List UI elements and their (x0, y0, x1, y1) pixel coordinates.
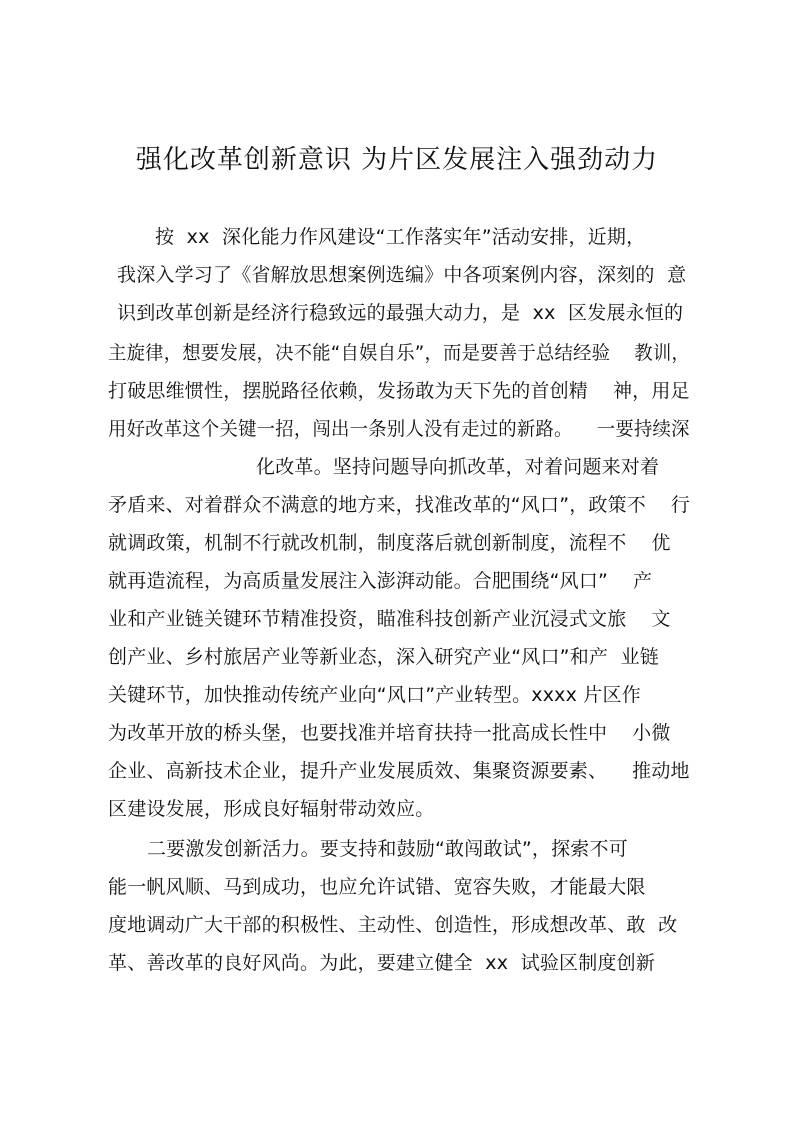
body-line-5: 打破思维惯性，摆脱路径依赖，发扬敢为天下先的首创精 神，用足 (108, 380, 690, 402)
body-line-15: 企业、高新技术企业，提升产业发展质效、集聚资源要素、 推动地 (108, 760, 690, 782)
body-line-19: 度地调动广大干部的积极性、主动性、创造性，形成想改革、敢 改 (108, 914, 678, 936)
body-line-4: 主旋律，想要发展，决不能“自娱自乐”，而是要善于总结经验 教训， (108, 342, 690, 364)
body-line-9: 就调政策，机制不行就改机制，制度落后就创新制度，流程不 优 (108, 532, 671, 554)
body-line-2: 我深入学习了《省解放思想案例选编》中各项案例内容，深刻的 意 (117, 264, 687, 286)
document-title: 强化改革创新意识 为片区发展注入强劲动力 (135, 145, 659, 175)
body-line-6: 用好改革这个关键一招，闯出一条别人没有走过的新路。 一要持续深 (108, 418, 690, 440)
body-line-16: 区建设发展，形成良好辐射带动效应。 (108, 798, 435, 820)
body-line-13: 关键环节，加快推动传统产业向“风口”产业转型。xxxx 片区作 (108, 684, 641, 706)
body-line-12: 创产业、乡村旅居产业等新业态，深入研究产业“风口”和产 业链 (108, 646, 659, 668)
body-line-14: 为改革开放的桥头堡，也要找准并培育扶持一批高成长性中 小微 (108, 722, 671, 744)
body-line-18: 能一帆风顺、马到成功，也应允许试错、宽容失败，才能最大限 (108, 876, 646, 898)
body-line-7: 化改革。坚持问题导向抓改革，对着问题来对着 (256, 456, 660, 478)
body-line-8: 矛盾来、对着群众不满意的地方来，找准改革的“风口”，政策不 行 (108, 494, 691, 516)
body-line-1: 按 xx 深化能力作风建设“工作落实年”活动安排，近期， (155, 226, 646, 248)
body-line-11: 业和产业链关键环节精准投资，瞄准科技创新产业沉浸式文旅 文 (108, 608, 671, 630)
body-line-3: 识到改革创新是经济行稳致远的最强大动力，是 xx 区发展永恒的 (117, 302, 684, 324)
body-line-17: 二要激发创新活力。要支持和鼓励“敢闯敢试”，探索不可 (147, 838, 628, 860)
body-line-20: 革、善改革的良好风尚。为此，要建立健全 xx 试验区制度创新 (108, 952, 656, 974)
body-line-10: 就再造流程，为高质量发展注入澎湃动能。合肥围绕“风口” 产 (108, 570, 653, 592)
